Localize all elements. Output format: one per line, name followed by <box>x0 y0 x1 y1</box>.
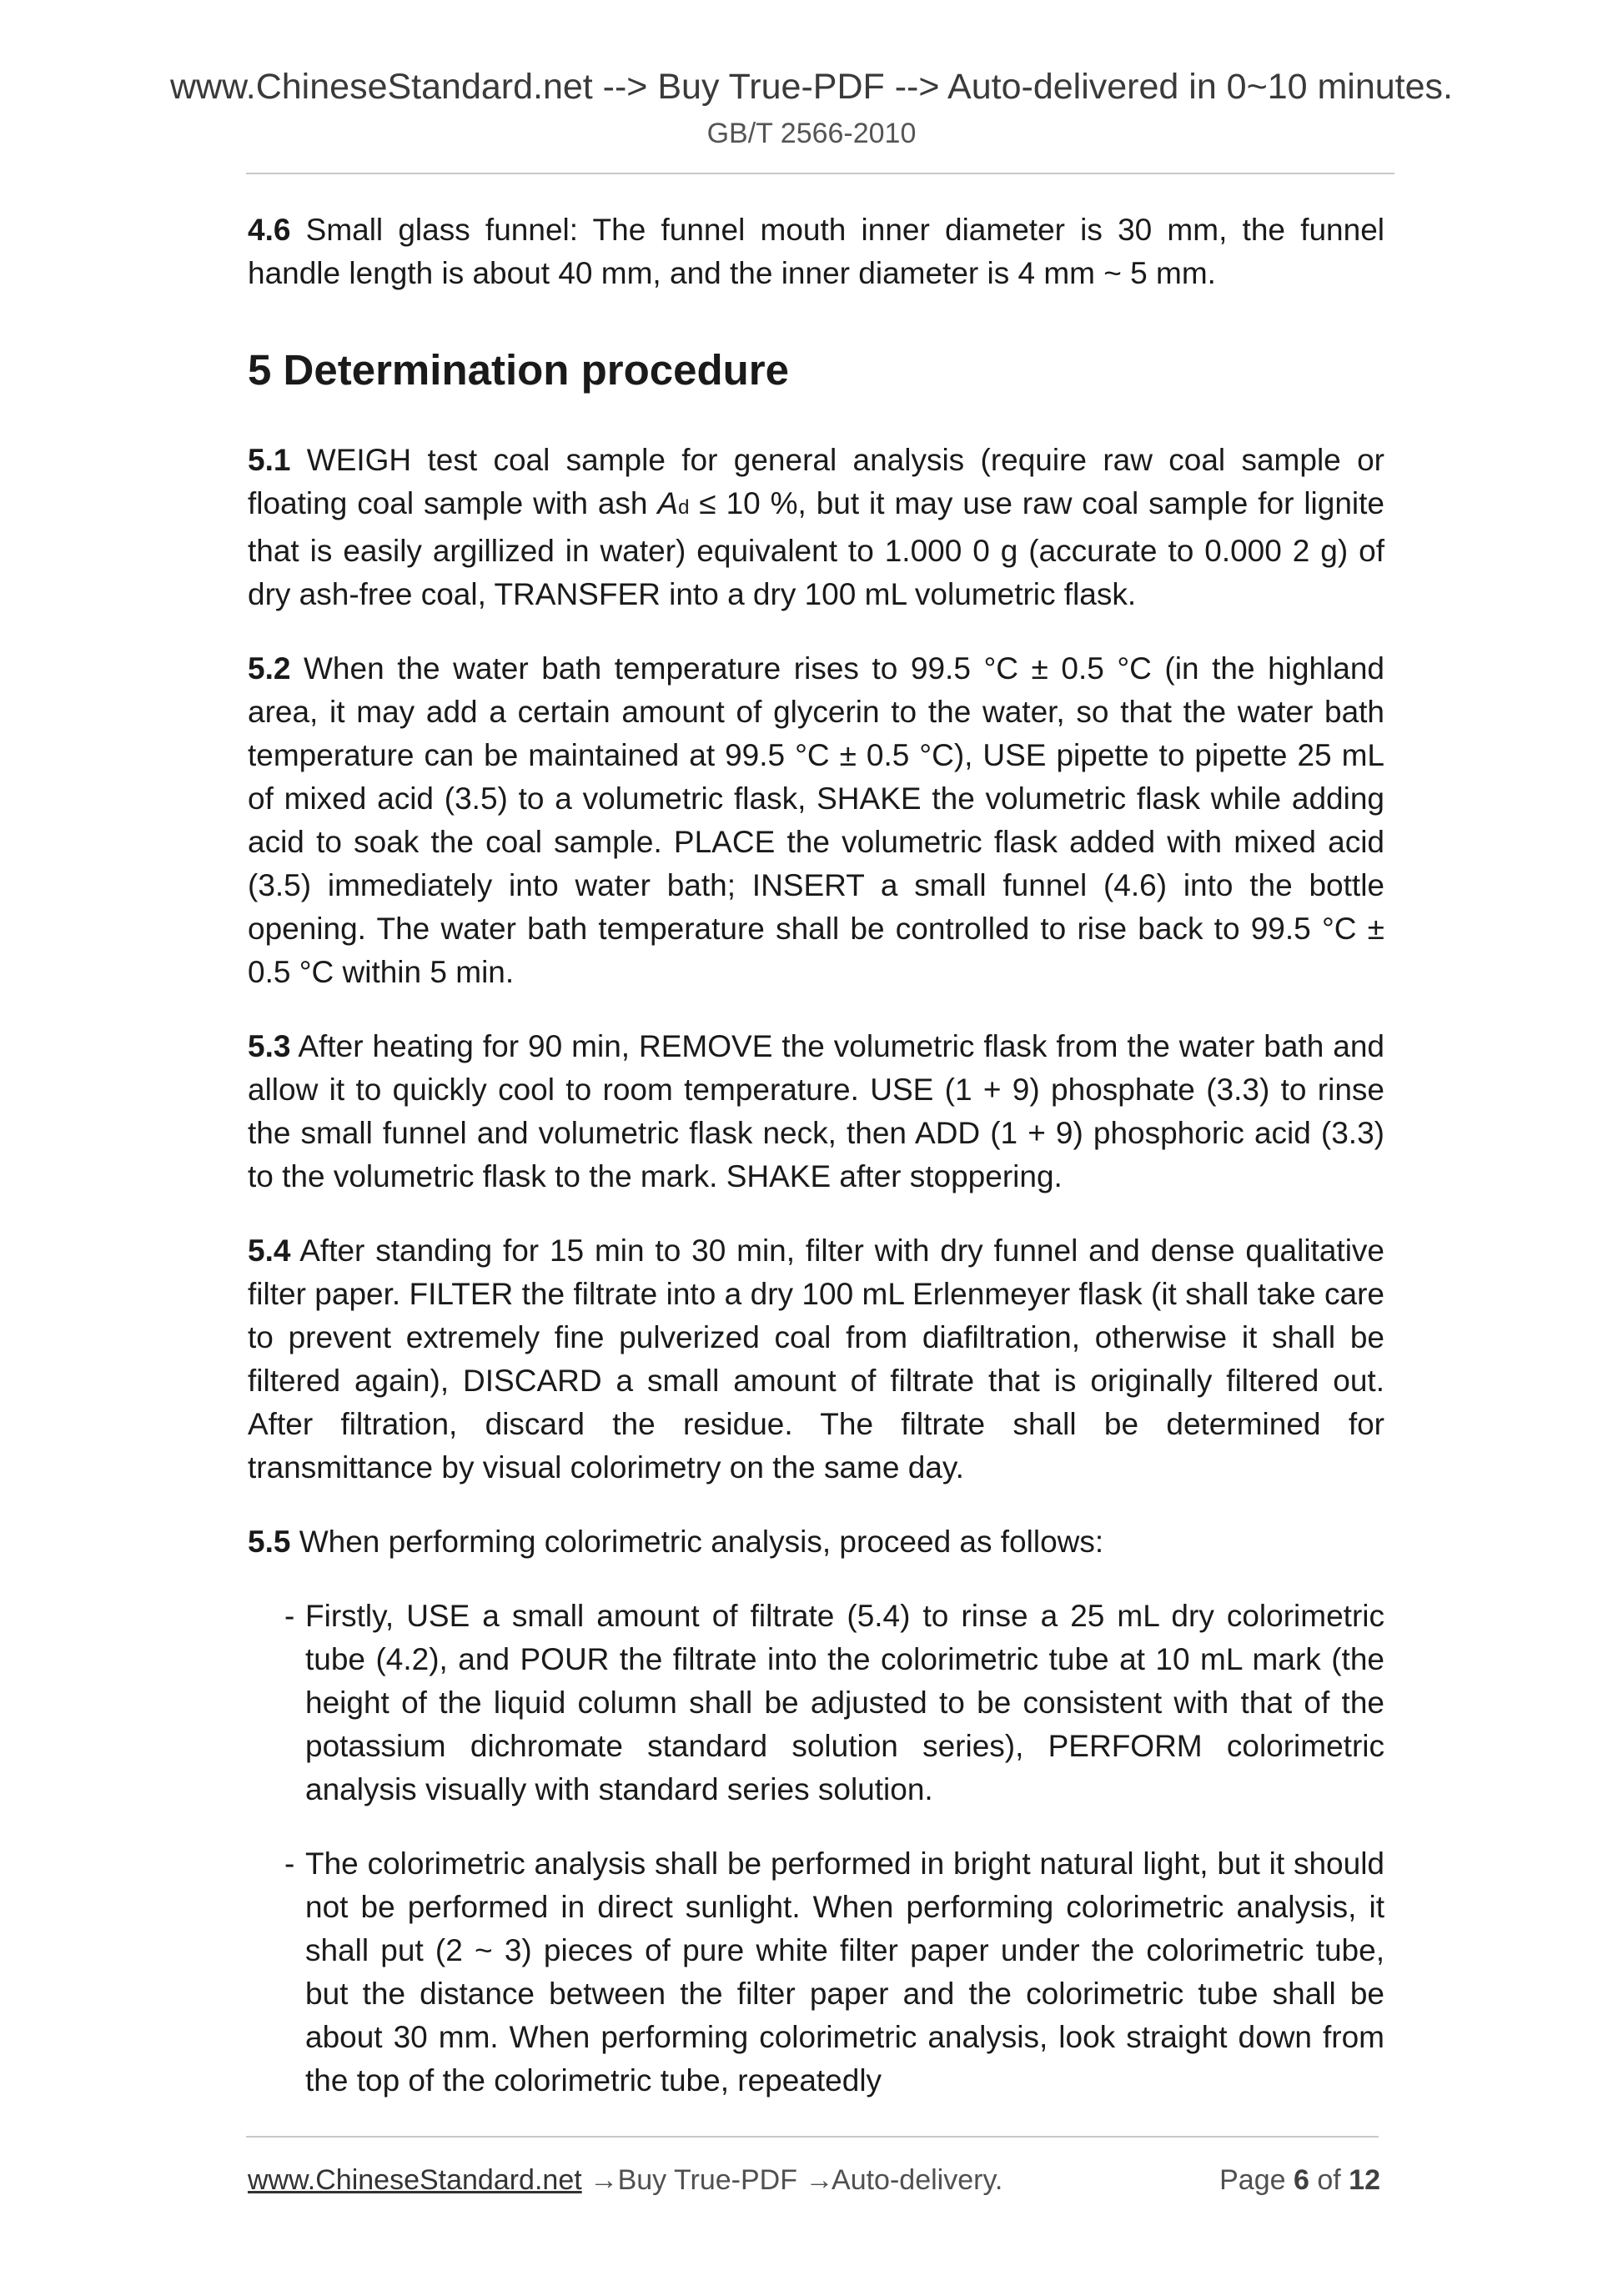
document-body <box>248 208 1384 2133</box>
clause-number: 5.3 <box>248 1029 291 1063</box>
arrow-right-icon: → <box>590 2164 619 2196</box>
clause-text: After heating for 90 min, REMOVE the volumetric flask from the water bath and allow it to quickly cool to room temperature. USE (1 + 9) phosphate (3.3) to rinse the small funnel and volumetric flask neck, then ADD (1 + 9) phosphoric acid (3.3) to the volumetric flask to the mark. SHAKE after stoppering. <box>248 1029 1384 1193</box>
arrow-right-icon: → <box>805 2164 834 2196</box>
ash-symbol: A <box>657 486 679 520</box>
clause-5-2 <box>248 647 1384 994</box>
clause-text-continued: ≤ 10 %, but it may use raw coal sample for lignite that is easily argillized in water) equivalent to 1.000 0 g (accurate to 0.000 2 g) of dry ash-free coal, TRANSFER into a dry 100 mL volumetric flask. <box>248 486 1385 611</box>
clause-5-5 <box>248 1520 1384 1564</box>
clause-5-3 <box>248 1025 1384 1198</box>
clause-text: After standing for 15 min to 30 min, filter with dry funnel and dense qualitative filter paper. FILTER the filtrate into a dry 100 mL Erlenmeyer flask (it shall take care to prevent extremely fine pulverized coal from diafiltration, otherwise it shall be filtered again), DISCARD a small amount of filtrate that is originally filtered out. After filtration, discard the residue. The filtrate shall be determined for transmittance by visual colorimetry on the same day. <box>248 1233 1384 1485</box>
current-page-number: 6 <box>1293 2164 1309 2196</box>
page-header <box>0 65 1623 150</box>
footer-site-link[interactable]: www.ChineseStandard.net <box>248 2164 582 2196</box>
section-title: 5 Determination procedure <box>248 346 789 394</box>
page-footer <box>248 2158 1380 2202</box>
clause-5-4 <box>248 1229 1384 1490</box>
ash-subscript: d <box>678 496 690 519</box>
clause-text: WEIGH test coal sample for general analysis (require raw coal sample or floating coal sample with ash <box>248 443 1384 520</box>
page-label: Page <box>1219 2164 1286 2196</box>
header-divider <box>246 173 1394 174</box>
total-pages-number: 12 <box>1349 2164 1380 2196</box>
clause-number: 5.2 <box>248 651 291 686</box>
list-item <box>248 1842 1384 2103</box>
of-label: of <box>1317 2164 1341 2196</box>
list-dash: - <box>284 1599 295 1633</box>
list-item <box>248 1595 1384 1811</box>
list-item-text: Firstly, USE a small amount of filtrate (5.4) to rinse a 25 mL dry colorimetric tube (4.2), and POUR the filtrate into the colorimetric tube at 10 mL mark (the height of the liquid column shall be adjusted to be consistent with that of the potassium dichromate standard solution series), PERFORM colorimetric analysis visually with standard series solution. <box>305 1599 1384 1806</box>
footer-divider <box>246 2136 1379 2138</box>
clause-text: When performing colorimetric analysis, proceed as follows: <box>290 1525 1104 1559</box>
header-banner[interactable]: www.ChineseStandard.net --> Buy True-PDF --> Auto-delivered in 0~10 minutes. <box>169 67 1453 107</box>
clause-5-1 <box>248 439 1384 616</box>
clause-4-6 <box>248 208 1384 295</box>
standard-code: GB/T 2566-2010 <box>706 118 917 149</box>
clause-number: 4.6 <box>248 213 291 247</box>
footer-buy-text: Buy True-PDF <box>617 2164 797 2196</box>
clause-text: Small glass funnel: The funnel mouth inner diameter is 30 mm, the funnel handle length is about 40 mm, and the inner diameter is 4 mm ~ 5 mm. <box>248 213 1384 290</box>
clause-text: When the water bath temperature rises to 99.5 °C ± 0.5 °C (in the highland area, it may add a certain amount of glycerin to the water, so that the water bath temperature can be maintained at 99.5 °C ± 0.5 °C), USE pipette to pipette 25 mL of mixed acid (3.5) to a volumetric flask, SHAKE the volumetric flask while adding acid to soak the coal sample. PLACE the volumetric flask added with mixed acid (3.5) immediately into water bath; INSERT a small funnel (4.6) into the bottle opening. The water bath temperature shall be controlled to rise back to 99.5 °C ± 0.5 °C within 5 min. <box>248 651 1384 989</box>
clause-number: 5.5 <box>248 1525 291 1559</box>
clause-number: 5.1 <box>248 443 291 477</box>
clause-number: 5.4 <box>248 1233 291 1268</box>
list-dash: - <box>284 1846 295 1881</box>
list-item-text: The colorimetric analysis shall be performed in bright natural light, but it should not be performed in direct sunlight. When performing colorimetric analysis, it shall put (2 ~ 3) pieces of pure white filter paper under the colorimetric tube, but the distance between the filter paper and the colorimetric tube shall be about 30 mm. When performing colorimetric analysis, look straight down from the top of the colorimetric tube, repeatedly <box>305 1846 1384 2098</box>
footer-delivery-text: Auto-delivery. <box>832 2164 1003 2196</box>
page-indicator <box>1219 2158 1380 2202</box>
